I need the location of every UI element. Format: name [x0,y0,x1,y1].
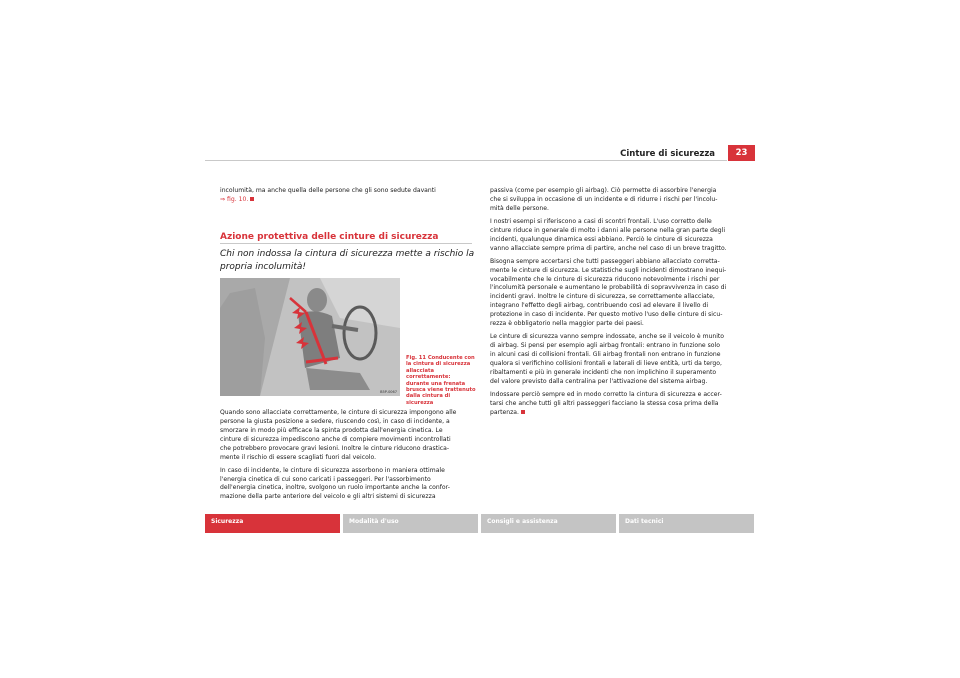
section-title: Azione protettiva delle cinture di sicurezza [220,232,439,242]
paragraph: In caso di incidente, le cinture di sicurezza assorbono in maniera ottimale l'energia cinetica di cui sono caricati i passeggeri. Per l'assorbimento dell'energia cinetica, inoltre, svolgono un ruolo importante anche la confor- mazione della parte anteriore del veicolo e gli altri sistemi di sicurezza [220,466,450,501]
driver-seatbelt-drawing [220,278,400,396]
paragraph: passiva (come per esempio gli airbag). Ciò permette di assorbire l'energia che si sviluppa in occasione di un incidente e di ridurre i rischi per l'incolu- mità delle persone. [490,187,718,212]
tab-consigli-e-assistenza[interactable]: Consigli e assistenza [481,514,616,533]
figure-reference-link[interactable]: ⇒ fig. 10. [220,195,249,203]
end-of-section-icon [521,410,525,414]
left-column-body [220,409,476,506]
tab-modalita-duso[interactable]: Modalità d'uso [343,514,478,533]
end-of-section-icon [250,197,254,201]
driver-seatbelt-illustration [220,278,400,396]
footer-tabs [205,514,755,533]
figure-code: B5P-0067 [380,390,397,394]
section-subtitle: Chi non indossa la cintura di sicurezza mette a rischio la propria incolumità! [220,249,475,272]
header-rule [205,160,727,161]
tab-sicurezza[interactable]: Sicurezza [205,514,340,533]
right-column-body [490,187,730,422]
paragraph: Indossare perciò sempre ed in modo corretto la cintura di sicurezza e accer- tarsi che anche tutti gli altri passeggeri facciano la stessa cosa prima della partenza. [490,390,722,416]
paragraph: I nostri esempi si riferiscono a casi di scontri frontali. L'uso corretto delle cinture riduce in generale di molto i danni alle persone nella gran parte degli incidenti, qualunque dinamica essi abbiano. Perciò le cinture di sicurezza vanno allacciate sempre prima di partire, anche nel caso di un breve tragitto. [490,217,727,252]
figure-caption: Fig. 11 Conducente con la cintura di sicurezza allacciata correttamente: durante una frenata brusca viene trattenuto dalla cintura di sicurezza [406,355,476,406]
running-header-title: Cinture di sicurezza [620,149,715,159]
intro-sentence: incolumità, ma anche quella delle persone che gli sono sedute davanti [220,187,436,194]
paragraph: Quando sono allacciate correttamente, le cinture di sicurezza impongono alle persone la giusta posizione a sedere, riuscendo così, in caso di incidente, a smorzare in modo più efficace la spinta prodotta dall'energia cinetica. Le cinture di sicurezza impediscono anche di compiere movimenti incontrollati che potrebbero provocare gravi lesioni. Inoltre le cinture riducono drastica- mente il rischio di essere scagliati fuori dal veicolo. [220,409,457,461]
intro-text [220,187,475,209]
tab-dati-tecnici[interactable]: Dati tecnici [619,514,754,533]
paragraph: Le cinture di sicurezza vanno sempre indossate, anche se il veicolo è munito di airbag. Si pensi per esempio agli airbag frontali: entrano in funzione solo in alcuni casi di collisioni frontali. Gli airbag frontali non entrano in funzione qualora si verifichino collisioni frontali e laterali di lieve entità, urti da tergo, ribaltamenti e più in generale incidenti che non implichino il superamento del valore previsto dalla centralina per l'attivazione del sistema airbag. [490,333,725,385]
section-title-rule [220,243,472,244]
paragraph: Bisogna sempre accertarsi che tutti passeggeri abbiano allacciato corretta- mente le cinture di sicurezza. Le statistiche sugli incidenti dimostrano inequi- vocabilmente che le cinture di sicurezza riducono notevolmente i rischi per l'incolumità personale e aumentano le probabilità di sopravvivenza in caso di incidenti gravi. Inoltre le cinture di sicurezza, se correttamente allacciate, integrano l'effetto degli airbag, contribuendo così ad elevare il livello di protezione in caso di incidente. Per questo motivo l'uso delle cinture di sicu- rezza è obbligatorio nella maggior parte dei paesi. [490,257,727,328]
page-number: 23 [728,145,755,161]
